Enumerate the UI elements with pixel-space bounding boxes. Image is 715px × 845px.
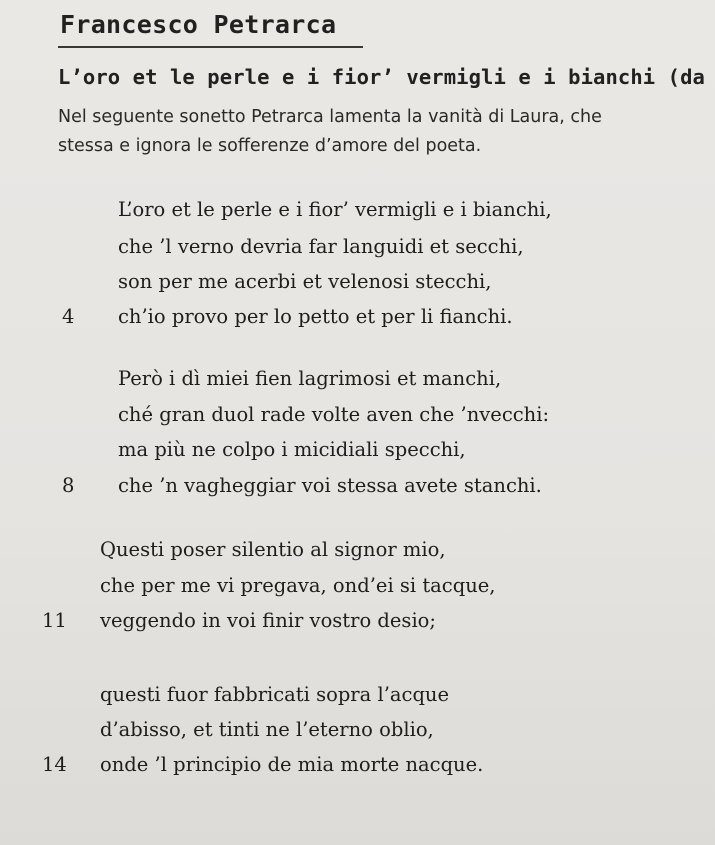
verse-line-7: ma più ne colpo i micidiali specchi, (118, 438, 466, 461)
verse-line-3: son per me acerbi et velenosi stecchi, (118, 270, 492, 293)
verse-line-9: Questi poser silentio al signor mio, (100, 538, 446, 561)
verse-line-5: Però i dì miei fien lagrimosi et manchi, (118, 367, 502, 390)
heading-underline (58, 46, 363, 48)
author-heading: Francesco Petrarca (60, 10, 337, 39)
verse-line-10: che per me vi pregava, ond’ei si tacque, (100, 574, 496, 597)
verse-line-8: che ’n vagheggiar voi stessa avete stanchi. (118, 474, 542, 497)
verse-line-2: che ’l verno devria far languidi et secchi, (118, 235, 524, 258)
intro-text-line-1: Nel seguente sonetto Petrarca lamenta la vanità di Laura, che (58, 107, 602, 127)
verse-line-12: questi fuor fabbricati sopra l’acque (100, 683, 450, 706)
verse-line-4: ch’io provo per lo petto et per li fianchi. (118, 305, 513, 328)
verse-line-1: L’oro et le perle e i fior’ vermigli e i bianchi, (118, 198, 552, 221)
line-number-8: 8 (62, 474, 75, 497)
poem-title: L’oro et le perle e i fior’ vermigli e i bianchi (da (58, 65, 705, 89)
line-number-11: 11 (42, 609, 67, 632)
verse-line-13: d’abisso, et tinti ne l’eterno oblio, (100, 718, 434, 741)
verse-line-11: veggendo in voi finir vostro desio; (100, 609, 436, 632)
line-number-14: 14 (42, 753, 67, 776)
verse-line-6: ché gran duol rade volte aven che ’nvecchi: (118, 403, 550, 426)
line-number-4: 4 (62, 305, 75, 328)
verse-line-14: onde ’l principio de mia morte nacque. (100, 753, 484, 776)
intro-text-line-2: stessa e ignora le sofferenze d’amore del poeta. (58, 136, 482, 156)
